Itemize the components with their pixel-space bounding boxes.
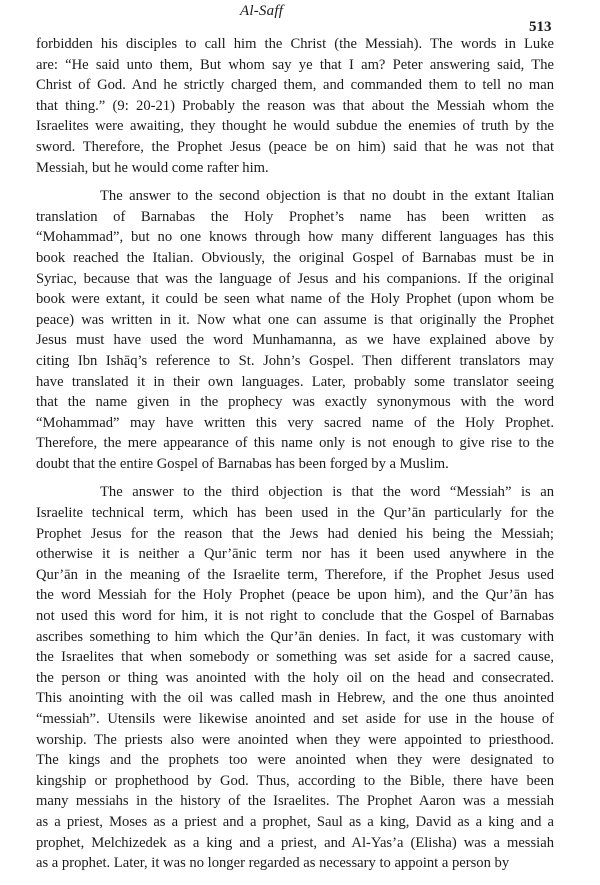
text-line: Syriac, because that was the language of Jesus and his companions. If the original — [36, 270, 554, 287]
paragraph — [36, 186, 554, 474]
text-line: doubt that the entire Gospel of Barnabas has been forged by a Muslim. — [36, 455, 449, 472]
page-header — [0, 2, 600, 36]
text-line: not used this word for him, it is not right to conclude that the Gospel of Barnabas — [36, 608, 554, 625]
text-line: book reached the Italian. Obviously, the original Gospel of Barnabas must be in — [36, 249, 554, 266]
text-line: Israelites were awaiting, they thought he would subdue the enemies of truth by the — [36, 118, 554, 135]
text-line: Jesus must have used the word Munhamanna, as we have explained above by — [36, 332, 554, 349]
text-line: worship. The priests also were anointed when they were appointed to priesthood. — [36, 731, 554, 748]
text-line: the person or thing was anointed with the holy oil on the head and consecrated. — [36, 669, 554, 686]
text-line: are: “He said unto them, But whom say ye that I am? Peter answering said, The — [36, 56, 554, 73]
text-line: sword. Therefore, the Prophet Jesus (peace be on him) said that he was not that — [36, 138, 554, 155]
text-line: as a prophet. Later, it was no longer regarded as necessary to appoint a person by — [36, 855, 510, 872]
text-line: forbidden his disciples to call him the Christ (the Messiah). The words in Luke — [36, 36, 554, 52]
text-line: The kings and the prophets too were anointed when they were designated to — [36, 752, 554, 769]
text-line: peace) was written in it. Now what one can assume is that originally the Prophet — [36, 311, 554, 328]
text-line: the word Messiah for the Holy Prophet (peace be upon him), and the Qur’ān has — [36, 587, 554, 604]
text-line: Qur’ān in the meaning of the Israelite term, Therefore, if the Prophet Jesus used — [36, 566, 554, 583]
text-line: prophet, Melchizedek as a king and a priest, and Al-Yas’a (Elisha) was a messiah — [36, 834, 554, 851]
text-line: that the name given in the prophecy was exactly synonymous with the word — [36, 394, 554, 411]
running-title: Al-Saff — [240, 3, 284, 19]
text-line: Prophet Jesus for the reason that the Jews had denied his being the Messiah; — [36, 525, 554, 542]
text-line: Christ of God. And he strictly charged them, and commanded them to tell no man — [36, 77, 554, 94]
text-line: otherwise it is neither a Qur’ānic term nor has it been used anywhere in the — [36, 546, 554, 563]
text-line: citing Ibn Ishāq’s reference to St. John’s Gospel. Then different translators may — [36, 352, 554, 369]
text-line: that thing.” (9: 20-21) Probably the reason was that about the Messiah whom the — [36, 97, 554, 114]
paragraph — [36, 482, 554, 873]
paragraph — [36, 34, 554, 178]
text-line: the Israelites that when somebody or something was set aside for a sacred cause, — [36, 649, 554, 666]
text-line: book were extant, it could be seen what name of the Holy Prophet (upon whom be — [36, 291, 554, 308]
text-line: “Mohammad”, but no one knows through how many different languages has this — [36, 229, 554, 246]
page-number: 513 — [529, 19, 552, 35]
text-line: The answer to the second objection is that no doubt in the extant Italian — [100, 188, 554, 205]
text-line: Messiah, but he would come rafter him. — [36, 159, 269, 176]
text-line: “Mohammad” may have written this very sacred name of the Holy Prophet. — [36, 414, 554, 431]
text-line: Israelite technical term, which has been used in the Qur’ān particularly for the — [36, 505, 554, 522]
text-line: The answer to the third objection is that the word “Messiah” is an — [100, 484, 554, 501]
text-line: ascribes something to him which the Qur’ān denies. In fact, it was customary with — [36, 628, 554, 645]
text-line: translation of Barnabas the Holy Prophet’s name has been written as — [36, 208, 554, 225]
text-line: This anointing with the oil was called mash in Hebrew, and the one thus anointed — [36, 690, 554, 707]
text-line: have translated it in their own languages. Later, probably some translator seeing — [36, 373, 554, 390]
body-text — [36, 34, 554, 882]
text-line: as a priest, Moses as a priest and a prophet, Saul as a king, David as a king and a — [36, 813, 554, 830]
text-line: “messiah”. Utensils were likewise anointed and set aside for use in the house of — [36, 711, 554, 727]
text-line: many messiahs in the history of the Israelites. The Prophet Aaron was a messiah — [36, 793, 554, 810]
text-line: Therefore, the mere appearance of this name only is not enough to give rise to the — [36, 435, 554, 452]
text-line: kingship or prophethood by God. Thus, according to the Bible, there have been — [36, 772, 554, 789]
